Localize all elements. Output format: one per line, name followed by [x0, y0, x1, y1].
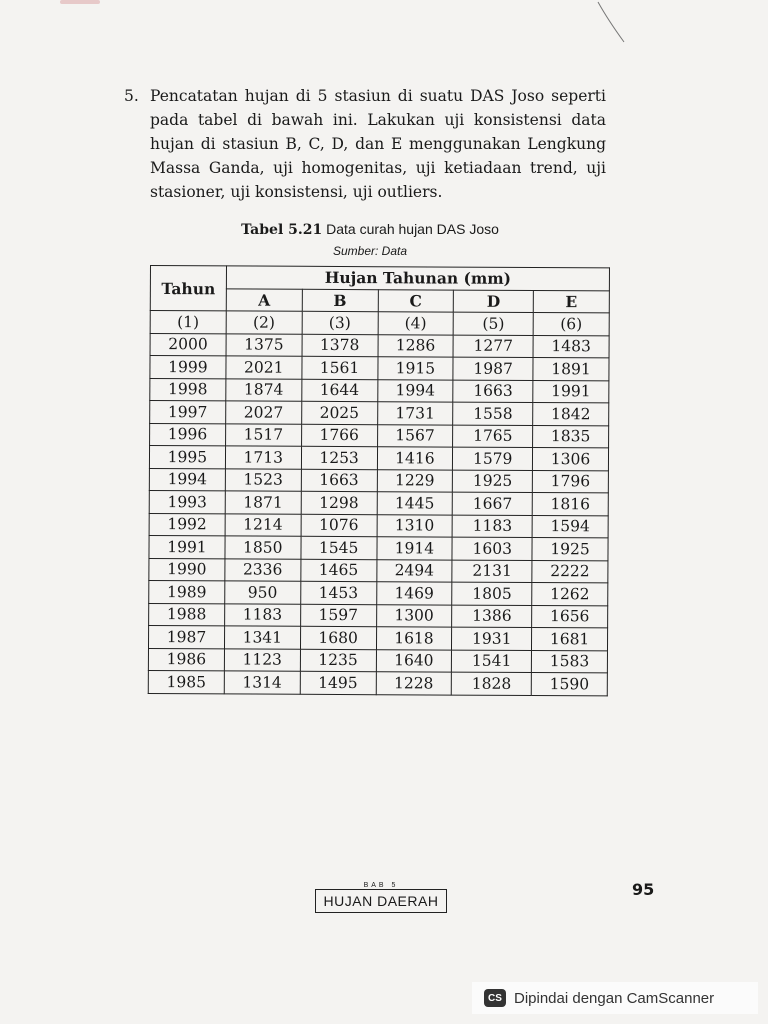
rainfall-cell: 1483 [533, 335, 609, 358]
rainfall-cell: 1235 [300, 649, 376, 672]
year-cell: 1985 [148, 670, 224, 693]
rainfall-cell: 2025 [301, 401, 377, 424]
rainfall-cell: 1871 [225, 491, 301, 514]
rainfall-cell: 1076 [301, 514, 377, 537]
rainfall-cell: 1545 [301, 536, 377, 559]
year-cell: 1992 [149, 513, 225, 536]
year-cell: 1996 [150, 423, 226, 446]
rainfall-cell: 1597 [300, 604, 376, 627]
rainfall-cell: 1469 [376, 582, 452, 605]
rainfall-cell: 1123 [224, 648, 300, 671]
rainfall-cell: 1835 [533, 425, 609, 448]
station-header: A [226, 288, 302, 311]
rainfall-cell: 1805 [452, 582, 532, 605]
rainfall-cell: 1667 [453, 492, 533, 515]
rainfall-cell: 1300 [376, 604, 452, 627]
table-row [148, 648, 607, 673]
rainfall-cell: 1991 [533, 380, 609, 403]
rainfall-cell: 950 [225, 581, 301, 604]
year-cell: 1986 [148, 648, 224, 671]
table-caption [150, 221, 590, 238]
question [124, 84, 606, 204]
rainfall-cell: 1378 [302, 334, 378, 357]
rainfall-cell: 1914 [376, 537, 452, 560]
rainfall-cell: 1298 [301, 491, 377, 514]
rainfall-cell: 1713 [225, 446, 301, 469]
year-cell: 1990 [149, 558, 225, 581]
year-cell: 1993 [149, 490, 225, 513]
rainfall-cell: 1517 [225, 423, 301, 446]
table-row [149, 535, 608, 560]
table-row [149, 558, 608, 583]
rainfall-cell: 1558 [453, 402, 533, 425]
rainfall-cell: 1644 [301, 379, 377, 402]
rainfall-cell: 1523 [225, 468, 301, 491]
rainfall-cell: 1183 [225, 603, 301, 626]
scan-mark [60, 0, 100, 4]
rainfall-cell: 1310 [377, 514, 453, 537]
rainfall-cell: 1850 [225, 536, 301, 559]
rainfall-cell: 1375 [226, 333, 302, 356]
rainfall-cell: 1828 [452, 672, 532, 695]
table-source: Sumber: Data [332, 244, 408, 258]
rainfall-cell: 1640 [376, 649, 452, 672]
rainfall-cell: 1925 [453, 470, 533, 493]
rainfall-cell: 1663 [301, 469, 377, 492]
rainfall-cell: 1603 [452, 537, 532, 560]
question-number: 5. [124, 87, 139, 105]
rainfall-cell: 2494 [376, 559, 452, 582]
chapter-footer [315, 882, 447, 912]
chapter-number: BAB 5 [363, 882, 399, 889]
column-number: (4) [378, 312, 454, 335]
year-cell: 1998 [150, 378, 226, 401]
table-row [149, 490, 608, 515]
table-row [150, 378, 609, 403]
table-row [149, 603, 608, 628]
table-body [148, 333, 609, 695]
rainfall-cell: 1306 [533, 448, 609, 471]
year-cell: 1989 [149, 580, 225, 603]
rainfall-cell: 2222 [532, 560, 608, 583]
rainfall-cell: 1891 [533, 358, 609, 381]
rainfall-cell: 1656 [532, 605, 608, 628]
rainfall-cell: 1495 [300, 671, 376, 694]
rainfall-cell: 1541 [452, 650, 532, 673]
rainfall-cell: 1590 [531, 673, 607, 696]
year-cell: 1988 [149, 603, 225, 626]
table-row [150, 423, 609, 448]
table-row [148, 625, 607, 650]
year-cell: 1995 [149, 446, 225, 469]
rainfall-cell: 1931 [452, 627, 532, 650]
table-row [150, 356, 609, 381]
rainfall-cell: 1253 [301, 446, 377, 469]
rainfall-table [148, 265, 610, 696]
rainfall-cell: 1618 [376, 627, 452, 650]
column-number: (5) [453, 312, 533, 335]
rainfall-cell: 1341 [224, 626, 300, 649]
year-cell: 1997 [150, 401, 226, 424]
year-header: Tahun [150, 266, 226, 311]
rainfall-cell: 1766 [301, 424, 377, 447]
rainfall-cell: 1915 [377, 357, 453, 380]
rainfall-cell: 2336 [225, 558, 301, 581]
rainfall-cell: 1286 [378, 334, 454, 357]
rainfall-cell: 2027 [226, 401, 302, 424]
table-row [149, 468, 608, 493]
camscanner-watermark [472, 982, 758, 1014]
rainfall-cell: 1925 [532, 538, 608, 561]
table-row [150, 333, 609, 358]
year-cell: 1991 [149, 535, 225, 558]
chapter-title: HUJAN DAERAH [315, 889, 447, 913]
year-cell: 1999 [150, 356, 226, 379]
rainfall-cell: 1680 [300, 626, 376, 649]
question-text: Pencatatan hujan di 5 stasiun di suatu DAS Joso seperti pada tabel di bawah ini. Lakukan uji konsistensi data hujan di stasiun B, C, D, dan E menggunakan Lengkung Massa Ganda, uji homogenitas, uji ketiadaan trend, uji stasioner, uji konsistensi, uji outliers. [150, 87, 606, 201]
rainfall-cell: 1816 [532, 493, 608, 516]
column-number: (6) [533, 313, 609, 336]
rainfall-cell: 1416 [377, 447, 453, 470]
rainfall-cell: 1987 [453, 357, 533, 380]
rainfall-cell: 2021 [226, 356, 302, 379]
table-row [149, 513, 608, 538]
year-cell: 1994 [149, 468, 225, 491]
rainfall-cell: 1874 [226, 378, 302, 401]
rainfall-cell: 2131 [452, 560, 532, 583]
table-caption-label: Tabel 5.21 [241, 222, 323, 238]
rainfall-cell: 1994 [377, 379, 453, 402]
station-header: D [454, 290, 534, 313]
rainfall-cell: 1386 [452, 605, 532, 628]
paper-crease [596, 0, 626, 44]
camscanner-logo-icon: CS [484, 989, 506, 1007]
rainfall-cell: 1842 [533, 403, 609, 426]
page-number: 95 [632, 880, 655, 899]
rainfall-cell: 1453 [300, 581, 376, 604]
rainfall-cell: 1681 [532, 628, 608, 651]
table-row [150, 401, 609, 426]
rainfall-cell: 1228 [376, 672, 452, 695]
rainfall-cell: 1796 [532, 470, 608, 493]
rainfall-cell: 1183 [452, 515, 532, 538]
rainfall-cell: 1262 [532, 583, 608, 606]
table-caption-text: Data curah hujan DAS Joso [326, 221, 499, 237]
column-number: (2) [226, 311, 302, 334]
rainfall-cell: 1583 [531, 650, 607, 673]
rainfall-cell: 1465 [301, 559, 377, 582]
rainfall-cell: 1567 [377, 424, 453, 447]
rainfall-cell: 1663 [453, 380, 533, 403]
table-row [148, 670, 607, 695]
watermark-text: Dipindai dengan CamScanner [514, 989, 715, 1007]
column-number: (1) [150, 311, 226, 334]
group-header: Hujan Tahunan (mm) [226, 266, 609, 291]
rainfall-cell: 1229 [377, 469, 453, 492]
rainfall-cell: 1561 [302, 356, 378, 379]
rainfall-cell: 1594 [532, 515, 608, 538]
column-number: (3) [302, 311, 378, 334]
year-cell: 2000 [150, 333, 226, 356]
station-header: C [378, 289, 454, 312]
station-header: B [302, 289, 378, 312]
rainfall-cell: 1579 [453, 447, 533, 470]
year-cell: 1987 [148, 625, 224, 648]
rainfall-cell: 1765 [453, 425, 533, 448]
station-header: E [533, 290, 609, 313]
rainfall-cell: 1445 [377, 492, 453, 515]
rainfall-cell: 1314 [224, 671, 300, 694]
table-row [149, 580, 608, 605]
rainfall-cell: 1277 [453, 335, 533, 358]
table-row [149, 446, 608, 471]
rainfall-cell: 1731 [377, 402, 453, 425]
rainfall-cell: 1214 [225, 513, 301, 536]
